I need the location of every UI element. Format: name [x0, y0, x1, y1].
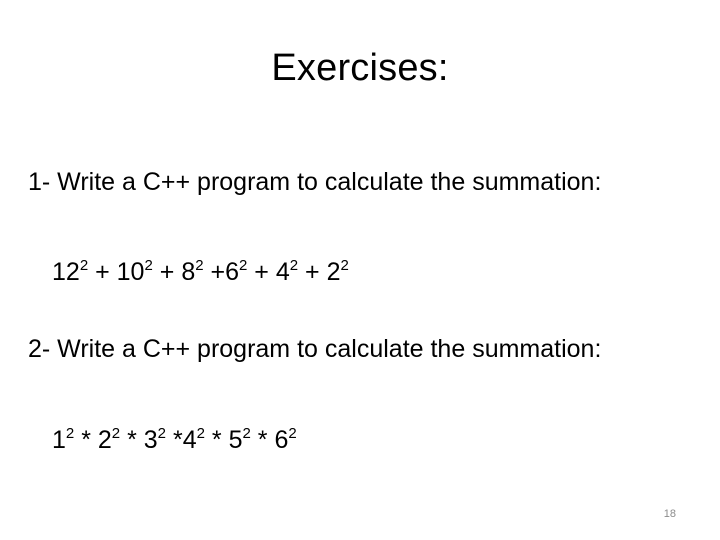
slide-title: Exercises: [271, 47, 449, 89]
formula-term: $2^2$ * [97, 425, 144, 454]
exercise-1-formula [52, 256, 349, 288]
formula-term: $4^2$ * [182, 425, 229, 454]
formula-term: $6^2$ [274, 425, 297, 454]
formula-term: $3^2$ * [143, 425, 183, 454]
exercise-2-formula [52, 424, 297, 456]
exercise-2-prompt: 2- Write a C++ program to calculate the summation: [28, 335, 602, 363]
formula-term: $2^2$ [326, 257, 349, 286]
formula-term: $1^2$ * [52, 425, 98, 454]
exercise-1-prompt: 1- Write a C++ program to calculate the summation: [28, 168, 602, 196]
page-number: 18 [663, 508, 676, 520]
formula-term: $5^2$ * [228, 425, 275, 454]
formula-term: $6^2$ + [225, 257, 276, 286]
formula-term: $12^2$ + [52, 257, 117, 286]
formula-term: $8^2$ + [181, 257, 226, 286]
formula-term: $4^2$ + [275, 257, 327, 286]
formula-term: $10^2$ + [116, 257, 182, 286]
